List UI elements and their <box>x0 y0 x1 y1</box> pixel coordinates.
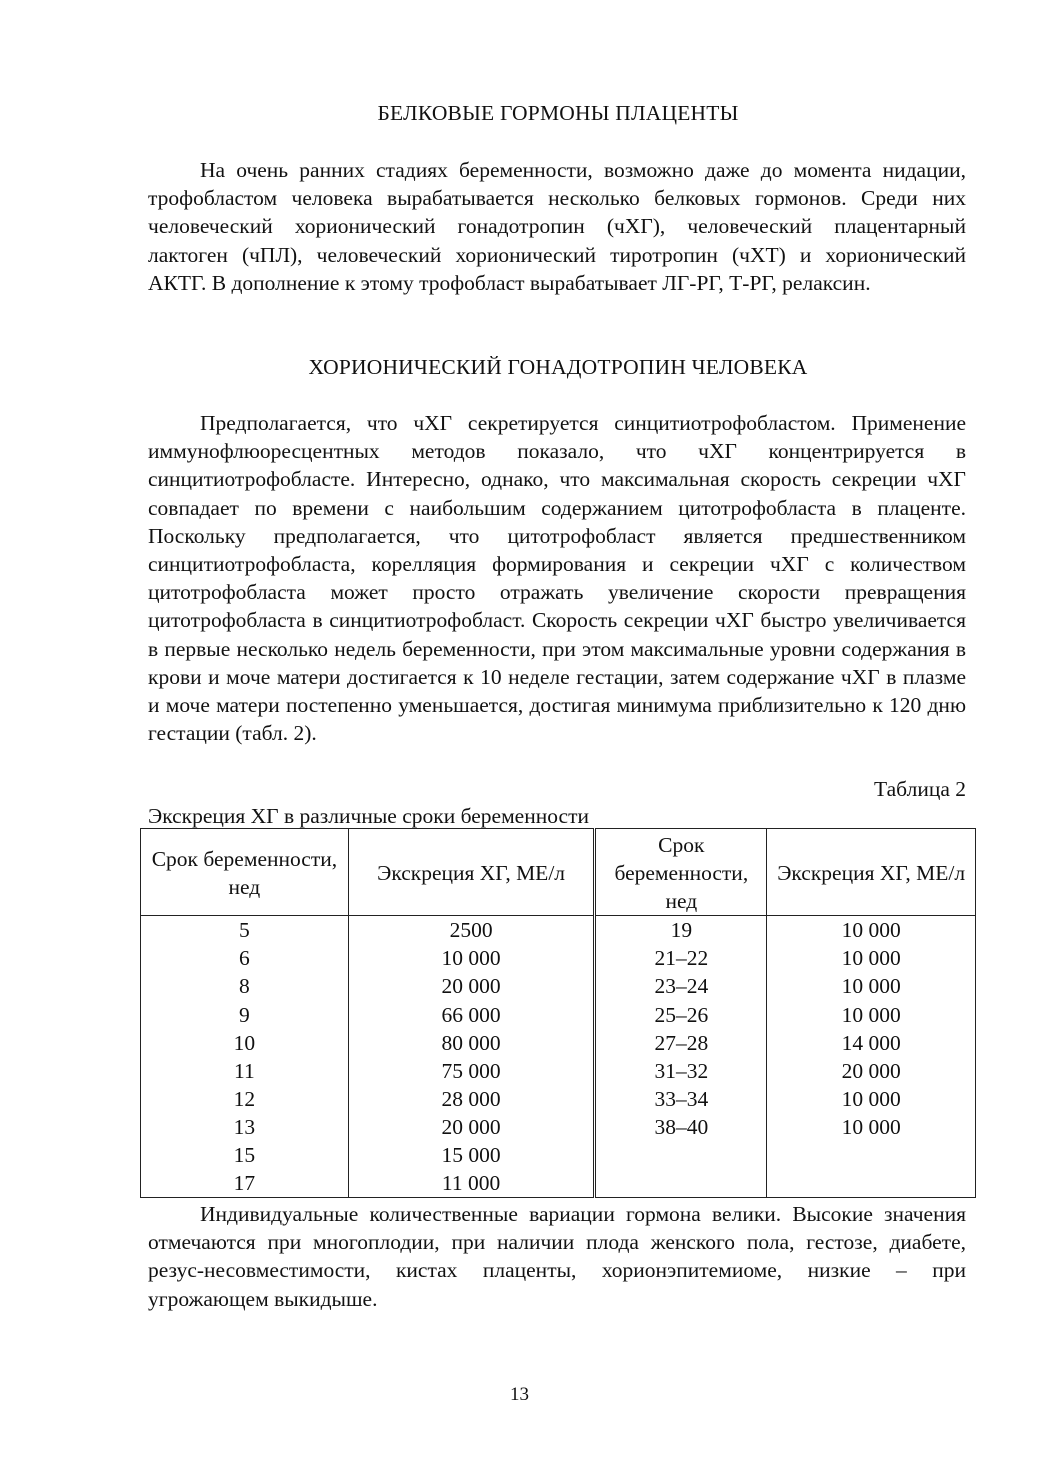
paragraph-variations: Индивидуальные количественные вариации гормона велики. Высокие значения отмечаются при многоплодии, при наличии плода женского пола, гестозе, диабете, резус-несовместимости, кистах плаценты, хорионэпитемиоме, низкие – при угрожающем выкидыше. <box>148 1202 966 1311</box>
table-row <box>141 1113 976 1141</box>
table-cell: 15 000 <box>348 1141 595 1169</box>
table-cell <box>595 1141 767 1169</box>
table-cell <box>595 1169 767 1198</box>
table-cell: 10 000 <box>348 944 595 972</box>
table-cell: 12 <box>141 1085 349 1113</box>
table-cell: 5 <box>141 916 349 945</box>
table-row <box>141 1001 976 1029</box>
table-row <box>141 1057 976 1085</box>
table-cell <box>767 1169 976 1198</box>
table-cell: 28 000 <box>348 1085 595 1113</box>
table-label: Таблица 2 <box>874 777 966 801</box>
table-header-row <box>141 829 976 916</box>
table-cell: 19 <box>595 916 767 945</box>
header-term-1: Срок беременности, нед <box>141 829 349 916</box>
table-cell: 11 000 <box>348 1169 595 1198</box>
table-cell: 27–28 <box>595 1029 767 1057</box>
table-row <box>141 972 976 1000</box>
table-cell: 80 000 <box>348 1029 595 1057</box>
table-cell: 17 <box>141 1169 349 1198</box>
table-cell: 33–34 <box>595 1085 767 1113</box>
table-cell: 10 000 <box>767 916 976 945</box>
paragraph-intro: На очень ранних стадиях беременности, возможно даже до момента нидации, трофобластом человека вырабатывается несколько белковых гормонов. Среди них человеческий хорионический гонадотропин (чХГ), человеческий плацентарный лактоген (чПЛ), человеческий хорионический тиротропин (чХТ) и хорионический АКТГ. В дополнение к этому трофобласт вырабатывает ЛГ-РГ, Т-РГ, релаксин. <box>148 158 966 295</box>
page-number: 13 <box>510 1384 529 1405</box>
table-cell: 10 000 <box>767 972 976 1000</box>
table-cell: 23–24 <box>595 972 767 1000</box>
section-heading-hcg: ХОРИОНИЧЕСКИЙ ГОНАДОТРОПИН ЧЕЛОВЕКА <box>308 355 808 379</box>
table-cell: 13 <box>141 1113 349 1141</box>
table-cell: 10 000 <box>767 1113 976 1141</box>
table-cell: 25–26 <box>595 1001 767 1029</box>
table-row <box>141 1085 976 1113</box>
paragraph-hcg: Предполагается, что чХГ секретируется синцитиотрофобластом. Применение иммунофлюоресцентных методов показало, что чХГ концентрируется в синцитиотрофобласте. Интересно, однако, что максимальная скорость секреции чХГ совпадает по времени с наибольшим содержанием цитотрофобласта в плаценте. Поскольку предполагается, что цитотрофобласт является предшественником синцитиотрофобласта, корелляция формирования и секреции чХГ с количеством цитотрофобласта может просто отражать увеличение скорости превращения цитотрофобласта в синцитиотрофобласт. Скорость секреции чХГ быстро увеличивается в первые несколько недель беременности, при этом максимальные уровни содержания в крови и моче матери достигается к 10 неделе гестации, затем содержание чХГ в плазме и моче матери постепенно уменьшается, достигая минимума приблизительно к 120 дню гестации (табл. 2). <box>148 411 966 746</box>
table-cell: 10 <box>141 1029 349 1057</box>
table-cell: 11 <box>141 1057 349 1085</box>
header-excretion-1: Экскреция ХГ, МЕ/л <box>348 829 595 916</box>
table-cell: 10 000 <box>767 1001 976 1029</box>
table-cell <box>767 1141 976 1169</box>
table-caption: Экскреция ХГ в различные сроки беременности <box>148 804 589 828</box>
table-cell: 2500 <box>348 916 595 945</box>
table-cell: 20 000 <box>767 1057 976 1085</box>
table-cell: 20 000 <box>348 1113 595 1141</box>
table-row <box>141 916 976 945</box>
table-cell: 10 000 <box>767 944 976 972</box>
hcg-excretion-table <box>140 828 976 1198</box>
table-cell: 10 000 <box>767 1085 976 1113</box>
table-cell: 31–32 <box>595 1057 767 1085</box>
header-excretion-2: Экскреция ХГ, МЕ/л <box>767 829 976 916</box>
table-cell: 75 000 <box>348 1057 595 1085</box>
table-cell: 66 000 <box>348 1001 595 1029</box>
table-cell: 8 <box>141 972 349 1000</box>
table-row <box>141 944 976 972</box>
table-cell: 38–40 <box>595 1113 767 1141</box>
table-cell: 14 000 <box>767 1029 976 1057</box>
table-cell: 20 000 <box>348 972 595 1000</box>
table-cell: 6 <box>141 944 349 972</box>
table-row <box>141 1141 976 1169</box>
section-heading-protein-hormones: БЕЛКОВЫЕ ГОРМОНЫ ПЛАЦЕНТЫ <box>377 101 739 125</box>
table-cell: 9 <box>141 1001 349 1029</box>
table-row <box>141 1029 976 1057</box>
header-term-2: Срок беременности, нед <box>595 829 767 916</box>
table-cell: 15 <box>141 1141 349 1169</box>
table-cell: 21–22 <box>595 944 767 972</box>
table-row <box>141 1169 976 1198</box>
